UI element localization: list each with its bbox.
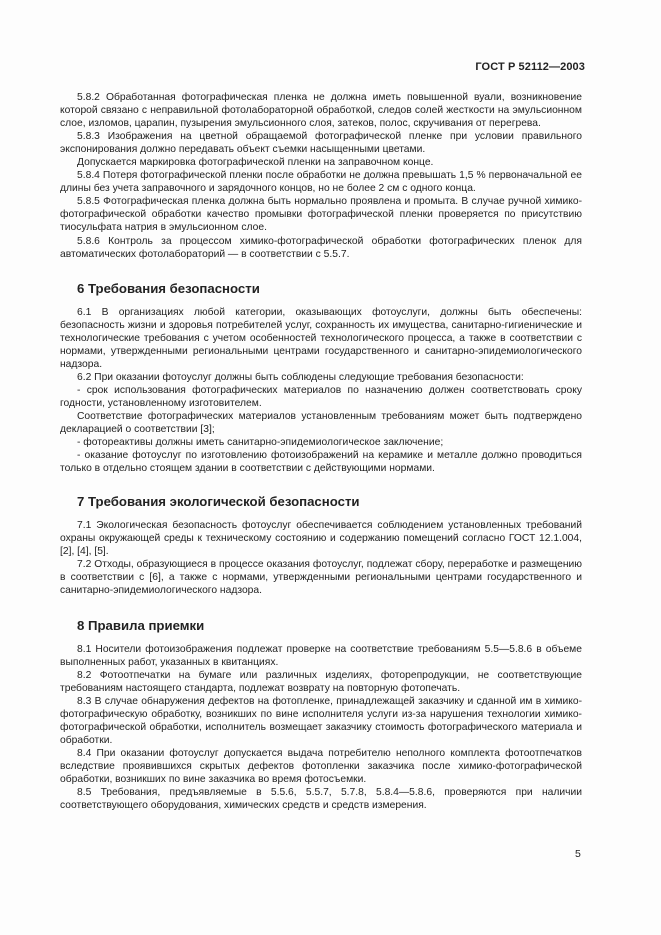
paragraph-8-3: 8.3 В случае обнаружения дефектов на фотопленке, принадлежащей заказчику и сданной им в химико-фотографическую обработку, возникших по вине исполнителя услуги из-за нарушения технологии химико-фотографической обработки, исполнитель возмещает заказчику стоимость фотографического материала и обработки.: [60, 695, 582, 746]
paragraph-5-8-4: 5.8.4 Потеря фотографической пленки после обработки не должна превышать 1,5 % первоначальной ее длины без учета заправочного и зарядочного концов, но не более 2 см с одного конца.: [60, 170, 582, 195]
paragraph-5-8-2: 5.8.2 Обработанная фотографическая пленка не должна иметь повышенной вуали, возникновение которой связано с неправильной фотолабораторной обработкой, следов солей жесткости на эмульсионном слое, изломов, царапин, пузырения эмульсионного слоя, затеков, полос, скручивания от перегрева.: [60, 92, 582, 130]
standard-code: ГОСТ Р 52112—2003: [475, 61, 585, 73]
section-8-heading: 8 Правила приемки: [77, 617, 205, 633]
paragraph-8-1: 8.1 Носители фотоизображения подлежат проверке на соответствие требованиям 5.5—5.8.6 в объеме выполненных работ, указанных в квитанциях.: [60, 643, 582, 668]
section-7-heading: 7 Требования экологической безопасности: [77, 494, 360, 510]
paragraph-5-8-5: 5.8.5 Фотографическая пленка должна быть нормально проявлена и промыта. В случае ручной химико-фотографической обработки качество промывки фотографической пленки проверяется по присутствию тиосульфата натрия в эмульсионном слое.: [60, 196, 582, 234]
paragraph-8-4: 8.4 При оказании фотоуслуг допускается выдача потребителю неполного комплекта фотоотпечатков вследствие проявившихся скрытых дефектов фотопленки заказчика после химико-фотографической обработки, возникших по вине заказчика во время фотосъемки.: [60, 747, 582, 785]
list-item-ceramics: - оказание фотоуслуг по изготовлению фотоизображений на керамике и металле должно проводиться только в отдельно стоящем здании в соответствии с действующими нормами.: [60, 450, 582, 475]
paragraph-7-2: 7.2 Отходы, образующиеся в процессе оказания фотоуслуг, подлежат сбору, переработке и размещению в соответствии с [6], а также с нормами, утвержденными региональными центрами государственного и санитарно-эпидемиологического надзора.: [60, 559, 582, 597]
paragraph-7-1: 7.1 Экологическая безопасность фотоуслуг обеспечивается соблюдением установленных требований охраны окружающей среды к техническому состоянию и содержанию помещений согласно ГОСТ 12.1.004, [2], [4], [5].: [60, 520, 582, 558]
paragraph-8-5: 8.5 Требования, предъявляемые в 5.5.6, 5.5.7, 5.7.8, 5.8.4—5.8.6, проверяются при наличии соответствующего оборудования, химических средств и средств измерения.: [60, 787, 582, 812]
page-number: 5: [575, 848, 581, 860]
paragraph-5-8-3: 5.8.3 Изображения на цветной обращаемой фотографической пленке при условии правильного экспонирования должно передавать объект съемки насыщенными цветами.: [60, 131, 582, 156]
page-content: [60, 91, 582, 812]
list-item-expiry: - срок использования фотографических материалов по назначению должен соответствовать сроку годности, установленному изготовителем.: [60, 384, 582, 409]
list-item-reagents: - фотореактивы должны иметь санитарно-эпидемиологическое заключение;: [77, 437, 444, 449]
section-6-heading: 6 Требования безопасности: [77, 280, 260, 296]
paragraph-6-2: 6.2 При оказании фотоуслуг должны быть соблюдены следующие требования безопасности:: [77, 371, 524, 383]
paragraph-8-2: 8.2 Фотоотпечатки на бумаге или различных изделиях, фоторепродукции, не соответствующие требованиям настоящего стандарта, подлежат возврату на повторную фотопечать.: [60, 669, 582, 694]
paragraph-5-8-6: 5.8.6 Контроль за процессом химико-фотографической обработки фотографических пленок для автоматических фотолабораторий — в соответствии с 5.5.7.: [60, 235, 582, 260]
paragraph-5-8-3-note: Допускается маркировка фотографической пленки на заправочном конце.: [77, 157, 434, 169]
paragraph-6-2-conformity: Соответствие фотографических материалов установленным требованиям может быть подтверждено декларацией о соответствии [3];: [60, 410, 582, 436]
paragraph-6-1: 6.1 В организациях любой категории, оказывающих фотоуслуги, должны быть обеспечены: безопасность жизни и здоровья потребителей услуг, сохранность их имущества, санитарно-гигиенические и технологические требования с учетом особенностей технологического процесса, а также в соответствии с нормами, утвержденными региональными центрами государственного и санитарно-эпидемиологического надзора.: [60, 306, 582, 370]
